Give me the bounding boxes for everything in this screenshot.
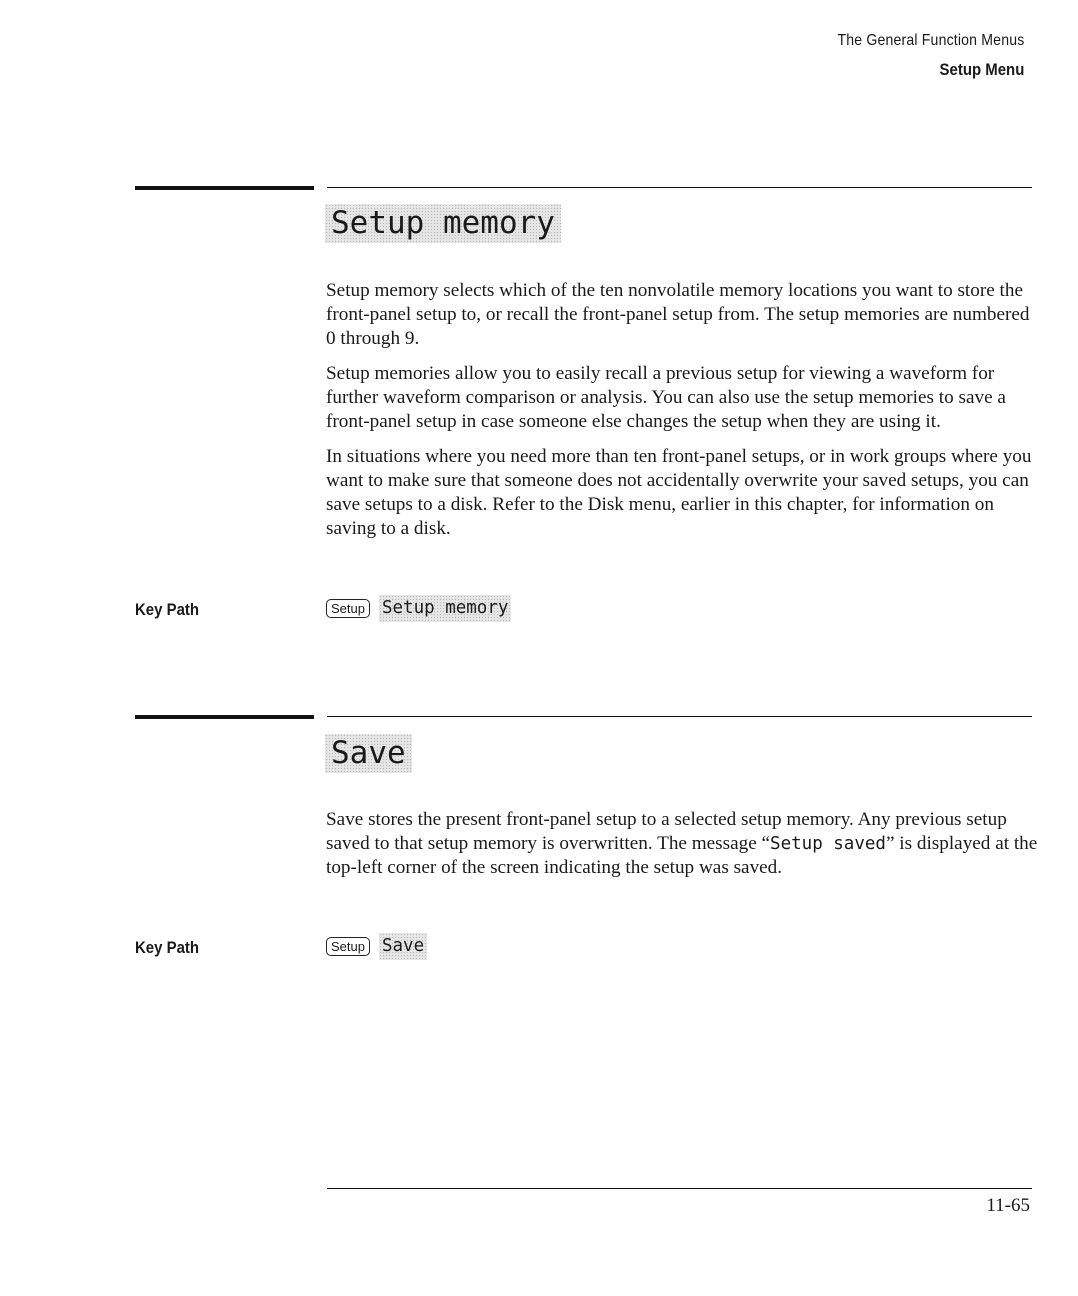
setup-memory-softkey: Setup memory xyxy=(379,595,511,622)
section-divider-thick xyxy=(135,715,314,719)
section-divider-thin xyxy=(327,716,1032,717)
setup-hardkey: Setup xyxy=(326,937,370,956)
key-path xyxy=(326,595,511,622)
key-path-label: Key Path xyxy=(135,938,200,957)
section-body xyxy=(326,279,1038,552)
paragraph-text: Save stores the present front-panel setup to a selected setup memory. Any previous setup saved to that setup memory is overwritten. The message “ xyxy=(326,809,1007,854)
section-title: Setup Menu xyxy=(939,60,1024,79)
paragraph: In situations where you need more than ten front-panel setups, or in work groups where you want to make sure that someone does not accidentally overwrite your saved setups, you can save setups to a disk. Refer to the Disk menu, earlier in this chapter, for information on saving to a disk. xyxy=(326,446,1032,539)
paragraph: Setup memory selects which of the ten nonvolatile memory locations you want to store the front-panel setup to, or recall the front-panel setup from. The setup memories are numbered 0 through 9. xyxy=(326,280,1030,349)
paragraph-text: ” is displayed at the top-left corner of the screen indicating the setup was saved. xyxy=(326,833,1038,878)
setup-hardkey: Setup xyxy=(326,599,370,618)
footer-divider xyxy=(327,1188,1032,1189)
paragraph xyxy=(326,808,1038,880)
softkey-heading-save: Save xyxy=(325,734,412,773)
key-path-label: Key Path xyxy=(135,600,200,619)
key-path xyxy=(326,933,427,960)
section-divider-thick xyxy=(135,186,314,190)
message-code: Setup saved xyxy=(770,834,886,854)
softkey-heading-setup-memory: Setup memory xyxy=(325,204,561,243)
page-number: 11-65 xyxy=(986,1195,1030,1216)
chapter-title: The General Function Menus xyxy=(837,32,1024,49)
save-softkey: Save xyxy=(379,933,427,960)
paragraph: Setup memories allow you to easily recall a previous setup for viewing a waveform for further waveform comparison or analysis. You can also use the setup memories to save a front-panel setup in case someone else changes the setup when they are using it. xyxy=(326,363,1006,432)
section-body xyxy=(326,808,1038,891)
section-divider-thin xyxy=(327,187,1032,188)
